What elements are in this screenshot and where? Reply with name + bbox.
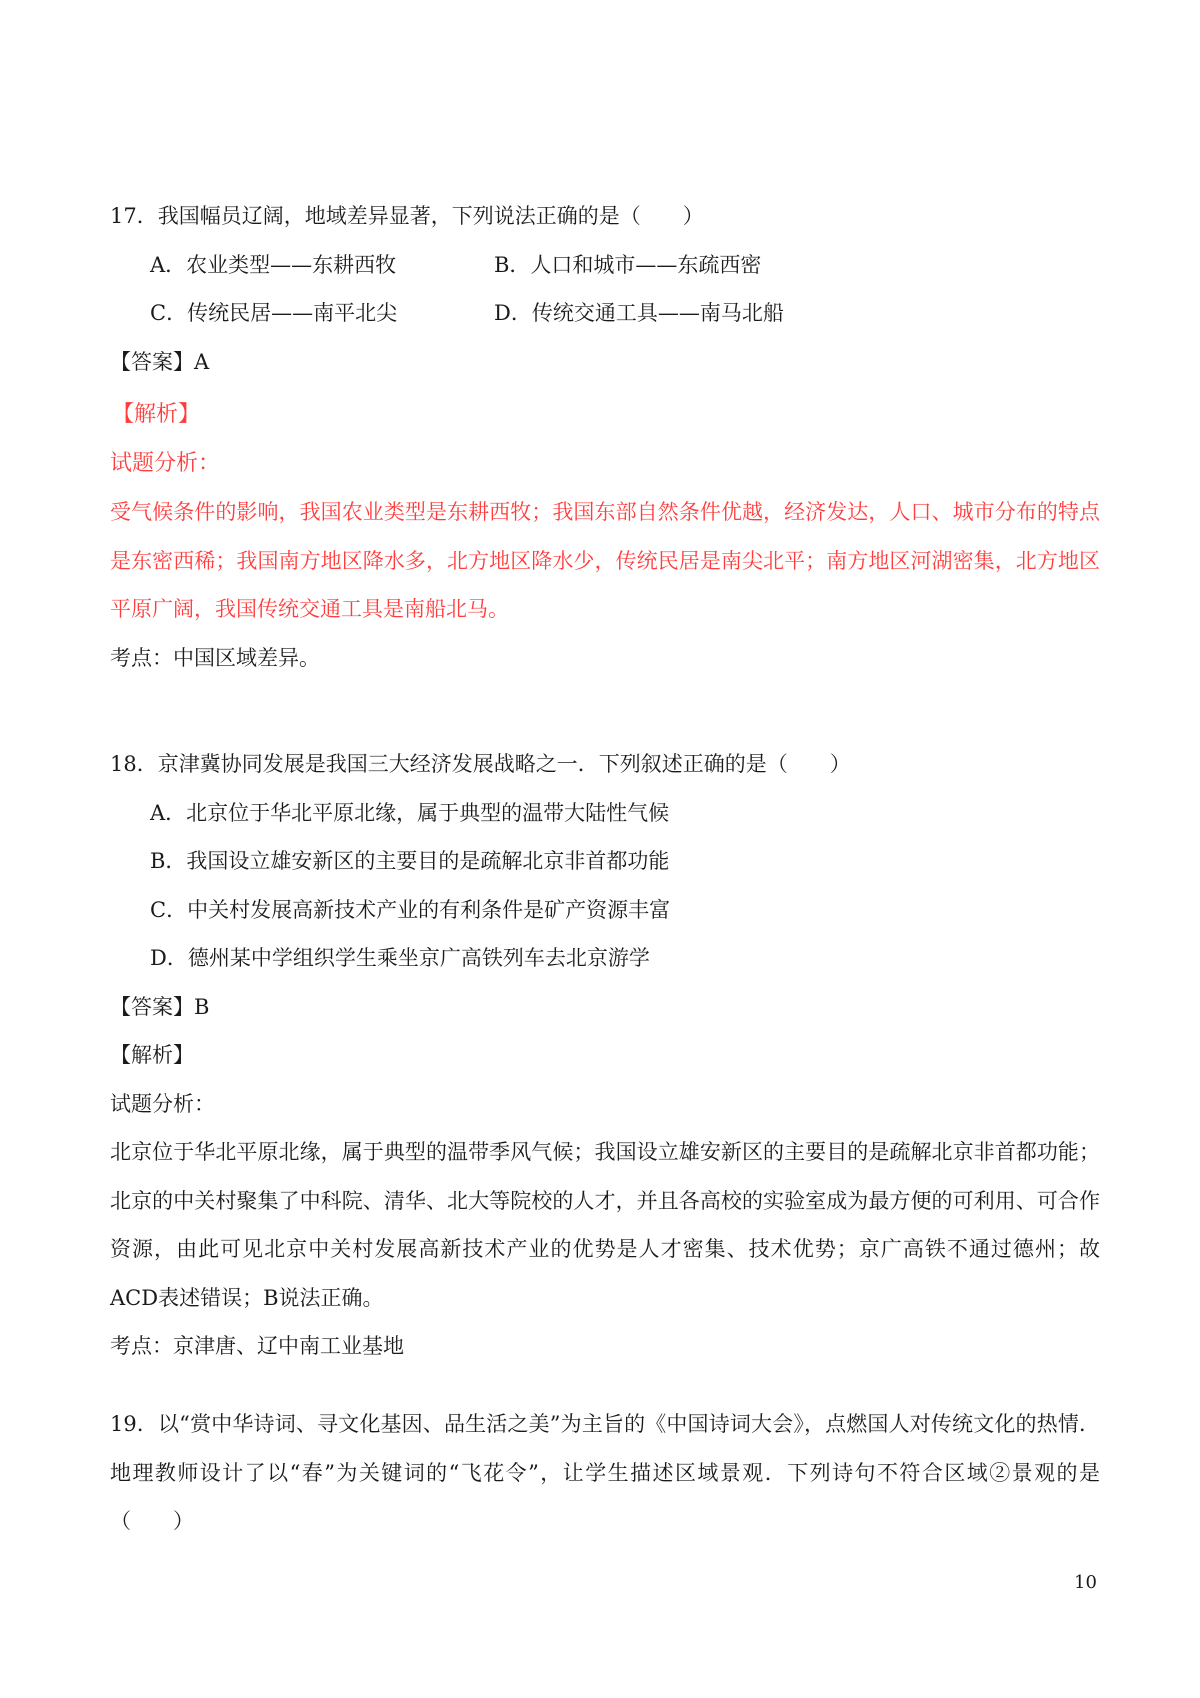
question-18 bbox=[110, 740, 1100, 1371]
option-c: C．中关村发展高新技术产业的有利条件是矿产资源丰富 bbox=[150, 897, 671, 922]
kaodian: 考点：中国区域差异。 bbox=[110, 645, 320, 670]
answer: 【答案】A bbox=[110, 349, 210, 374]
analysis-label: 【解析】 bbox=[112, 402, 201, 427]
option-a: A．农业类型——东耕西牧 bbox=[150, 252, 397, 277]
answer: 【答案】B bbox=[110, 994, 210, 1019]
kaodian: 考点：京津唐、辽中南工业基地 bbox=[110, 1334, 404, 1358]
options-row bbox=[110, 241, 1100, 290]
page-number: 10 bbox=[1074, 1572, 1097, 1593]
question-17 bbox=[110, 192, 1100, 682]
option-b: B．我国设立雄安新区的主要目的是疏解北京非首都功能 bbox=[150, 849, 670, 873]
question-stem: 19．以“赏中华诗词、寻文化基因、品生活之美”为主旨的《中国诗词大会》，点燃国人对传统文化的热情．地理教师设计了以“春”为关键词的“飞花令”，让学生描述区域景观．下列诗句不符合区域②景观的是（ ） bbox=[110, 1412, 1100, 1533]
question-stem: 17．我国幅员辽阔，地域差异显著，下列说法正确的是（ ） bbox=[110, 204, 704, 228]
question-19 bbox=[110, 1400, 1100, 1546]
analysis-text: 受气候条件的影响，我国农业类型是东耕西牧；我国东部自然条件优越，经济发达，人口、城市分布的特点是东密西稀；我国南方地区降水多，北方地区降水少，传统民居是南尖北平；南方地区河湖密集，北方地区平原广阔，我国传统交通工具是南船北马。 bbox=[110, 500, 1100, 621]
analysis-subtitle: 试题分析： bbox=[110, 1091, 215, 1116]
analysis-subtitle: 试题分析： bbox=[110, 450, 221, 476]
analysis-label: 【解析】 bbox=[110, 1043, 194, 1067]
option-c: C．传统民居——南平北尖 bbox=[150, 301, 398, 325]
analysis-text: 北京位于华北平原北缘，属于典型的温带季风气候；我国设立雄安新区的主要目的是疏解北京非首都功能；北京的中关村聚集了中科院、清华、北大等院校的人才，并且各高校的实验室成为最方便的可利用、可合作资源，由此可见北京中关村发展高新技术产业的优势是人才密集、技术优势；京广高铁不通过德州；故ACD表述错误；B说法正确。 bbox=[110, 1140, 1100, 1310]
option-d: D．传统交通工具——南马北船 bbox=[494, 301, 784, 325]
option-d: D．德州某中学组织学生乘坐京广高铁列车去北京游学 bbox=[150, 946, 650, 970]
option-b: B．人口和城市——东疏西密 bbox=[494, 252, 762, 277]
analysis bbox=[110, 391, 1100, 634]
options-row bbox=[110, 289, 1100, 338]
option-a: A．北京位于华北平原北缘，属于典型的温带大陆性气候 bbox=[150, 800, 670, 825]
question-stem: 18．京津冀协同发展是我国三大经济发展战略之一．下列叙述正确的是（ ） bbox=[110, 752, 851, 776]
